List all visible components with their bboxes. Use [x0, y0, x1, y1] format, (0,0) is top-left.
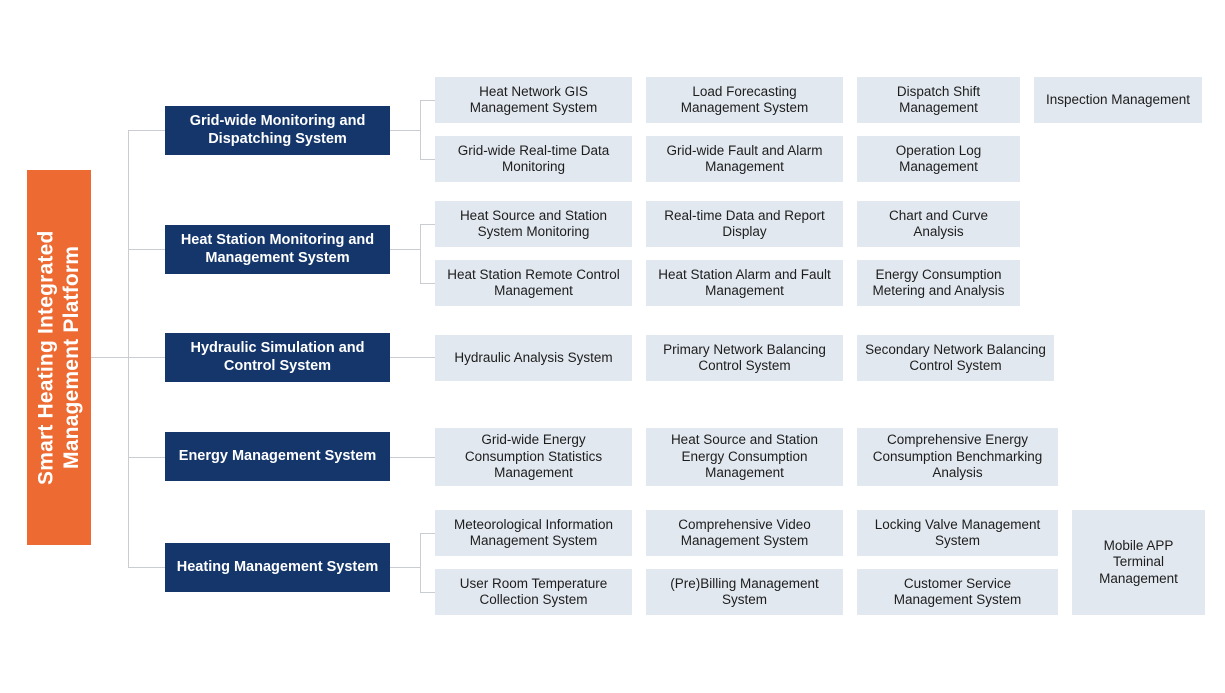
branch-5-row-2-item-2[interactable]	[646, 569, 843, 615]
branch-4-out-connector	[390, 457, 435, 458]
leaf-label: Operation Log Management	[895, 142, 982, 174]
branch-5-row-1-connector	[420, 533, 435, 534]
root-node	[27, 170, 91, 545]
leaf-label: Grid-wide Energy Consumption Statistics Management	[464, 432, 603, 481]
branch-3-label: Hydraulic Simulation and Control System	[190, 339, 365, 374]
branch-1-row-1-item-1[interactable]	[435, 77, 632, 123]
branch-2-row-2-item-1[interactable]	[435, 260, 632, 306]
branch-2-row-2-item-2[interactable]	[646, 260, 843, 306]
branch-5-label: Heating Management System	[176, 558, 379, 575]
leaf-label: Heat Network GIS Management System	[469, 83, 598, 115]
branch-3-row-1-item-1[interactable]	[435, 335, 632, 381]
branch-4-label: Energy Management System	[178, 447, 377, 464]
branch-2-row-1-item-1[interactable]	[435, 201, 632, 247]
trunk-to-branch-3-connector	[128, 357, 165, 358]
leaf-label: Hydraulic Analysis System	[454, 349, 613, 365]
leaf-label: Grid-wide Real-time Data Monitoring	[457, 142, 610, 174]
branch-1-row-2-item-2[interactable]	[646, 136, 843, 182]
branch-5-row-2-item-3[interactable]	[857, 569, 1058, 615]
trunk-vertical-connector	[128, 130, 129, 567]
leaf-label: Grid-wide Fault and Alarm Management	[666, 142, 823, 174]
branch-4-row-1-item-1[interactable]	[435, 428, 632, 486]
leaf-label: Heat Source and Station Energy Consumption Management	[670, 432, 819, 481]
trunk-to-branch-1-connector	[128, 130, 165, 131]
branch-5-row-1-item-4[interactable]	[1072, 510, 1205, 615]
branch-1-row-2-item-1[interactable]	[435, 136, 632, 182]
branch-2-node[interactable]	[165, 225, 390, 274]
branch-1-row-1-connector	[420, 100, 435, 101]
branch-1-row-2-item-3[interactable]	[857, 136, 1020, 182]
branch-2-out-connector	[390, 249, 420, 250]
leaf-label: Real-time Data and Report Display	[664, 207, 825, 239]
branch-3-row-1-item-3[interactable]	[857, 335, 1054, 381]
branch-1-label: Grid-wide Monitoring and Dispatching System	[189, 112, 366, 147]
branch-5-row-1-item-1[interactable]	[435, 510, 632, 556]
branch-3-node[interactable]	[165, 333, 390, 382]
branch-1-row-2-connector	[420, 159, 435, 160]
leaf-label: User Room Temperature Collection System	[459, 575, 608, 607]
branch-2-row-1-connector	[420, 224, 435, 225]
leaf-label: Meteorological Information Management System	[453, 516, 614, 548]
trunk-to-branch-4-connector	[128, 457, 165, 458]
leaf-label: Dispatch Shift Management	[896, 83, 981, 115]
branch-1-out-connector	[390, 130, 420, 131]
branch-5-row-1-item-2[interactable]	[646, 510, 843, 556]
branch-2-row-1-item-3[interactable]	[857, 201, 1020, 247]
trunk-to-branch-2-connector	[128, 249, 165, 250]
leaf-label: Customer Service Management System	[893, 575, 1022, 607]
branch-4-row-1-item-2[interactable]	[646, 428, 843, 486]
leaf-label: Locking Valve Management System	[874, 516, 1041, 548]
leaf-label: Chart and Curve Analysis	[888, 207, 989, 239]
branch-1-row-bus	[420, 100, 421, 160]
branch-1-row-1-item-3[interactable]	[857, 77, 1020, 123]
branch-3-row-1-item-2[interactable]	[646, 335, 843, 381]
branch-2-row-1-item-2[interactable]	[646, 201, 843, 247]
root-node-label: Smart Heating Integrated Management Platform	[34, 230, 83, 485]
branch-5-row-1-item-3[interactable]	[857, 510, 1058, 556]
branch-4-node[interactable]	[165, 432, 390, 481]
leaf-label: Comprehensive Video Management System	[678, 516, 811, 548]
leaf-label: Heat Station Alarm and Fault Management	[658, 266, 831, 298]
branch-3-out-connector	[390, 357, 435, 358]
leaf-label: Inspection Management	[1045, 91, 1191, 107]
leaf-label: Mobile APP Terminal Management	[1099, 537, 1178, 586]
branch-2-row-2-item-3[interactable]	[857, 260, 1020, 306]
branch-5-row-bus	[420, 533, 421, 593]
branch-4-row-1-item-3[interactable]	[857, 428, 1058, 486]
branch-5-row-2-connector	[420, 592, 435, 593]
leaf-label: Heat Source and Station System Monitoring	[459, 207, 608, 239]
branch-2-row-bus	[420, 224, 421, 284]
leaf-label: Primary Network Balancing Control System	[663, 341, 826, 373]
leaf-label: (Pre)Billing Management System	[670, 575, 819, 607]
branch-1-node[interactable]	[165, 106, 390, 155]
root-to-trunk-connector	[91, 357, 129, 358]
leaf-label: Secondary Network Balancing Control System	[865, 341, 1046, 373]
branch-2-label: Heat Station Monitoring and Management System	[180, 231, 375, 266]
leaf-label: Energy Consumption Metering and Analysis	[872, 266, 1005, 298]
branch-1-row-1-item-2[interactable]	[646, 77, 843, 123]
branch-5-row-2-item-1[interactable]	[435, 569, 632, 615]
leaf-label: Comprehensive Energy Consumption Benchmarking Analysis	[872, 432, 1043, 481]
leaf-label: Load Forecasting Management System	[680, 83, 809, 115]
branch-1-row-1-item-4[interactable]	[1034, 77, 1202, 123]
leaf-label: Heat Station Remote Control Management	[447, 266, 620, 298]
branch-5-out-connector	[390, 567, 420, 568]
branch-5-node[interactable]	[165, 543, 390, 592]
branch-2-row-2-connector	[420, 283, 435, 284]
trunk-to-branch-5-connector	[128, 567, 165, 568]
